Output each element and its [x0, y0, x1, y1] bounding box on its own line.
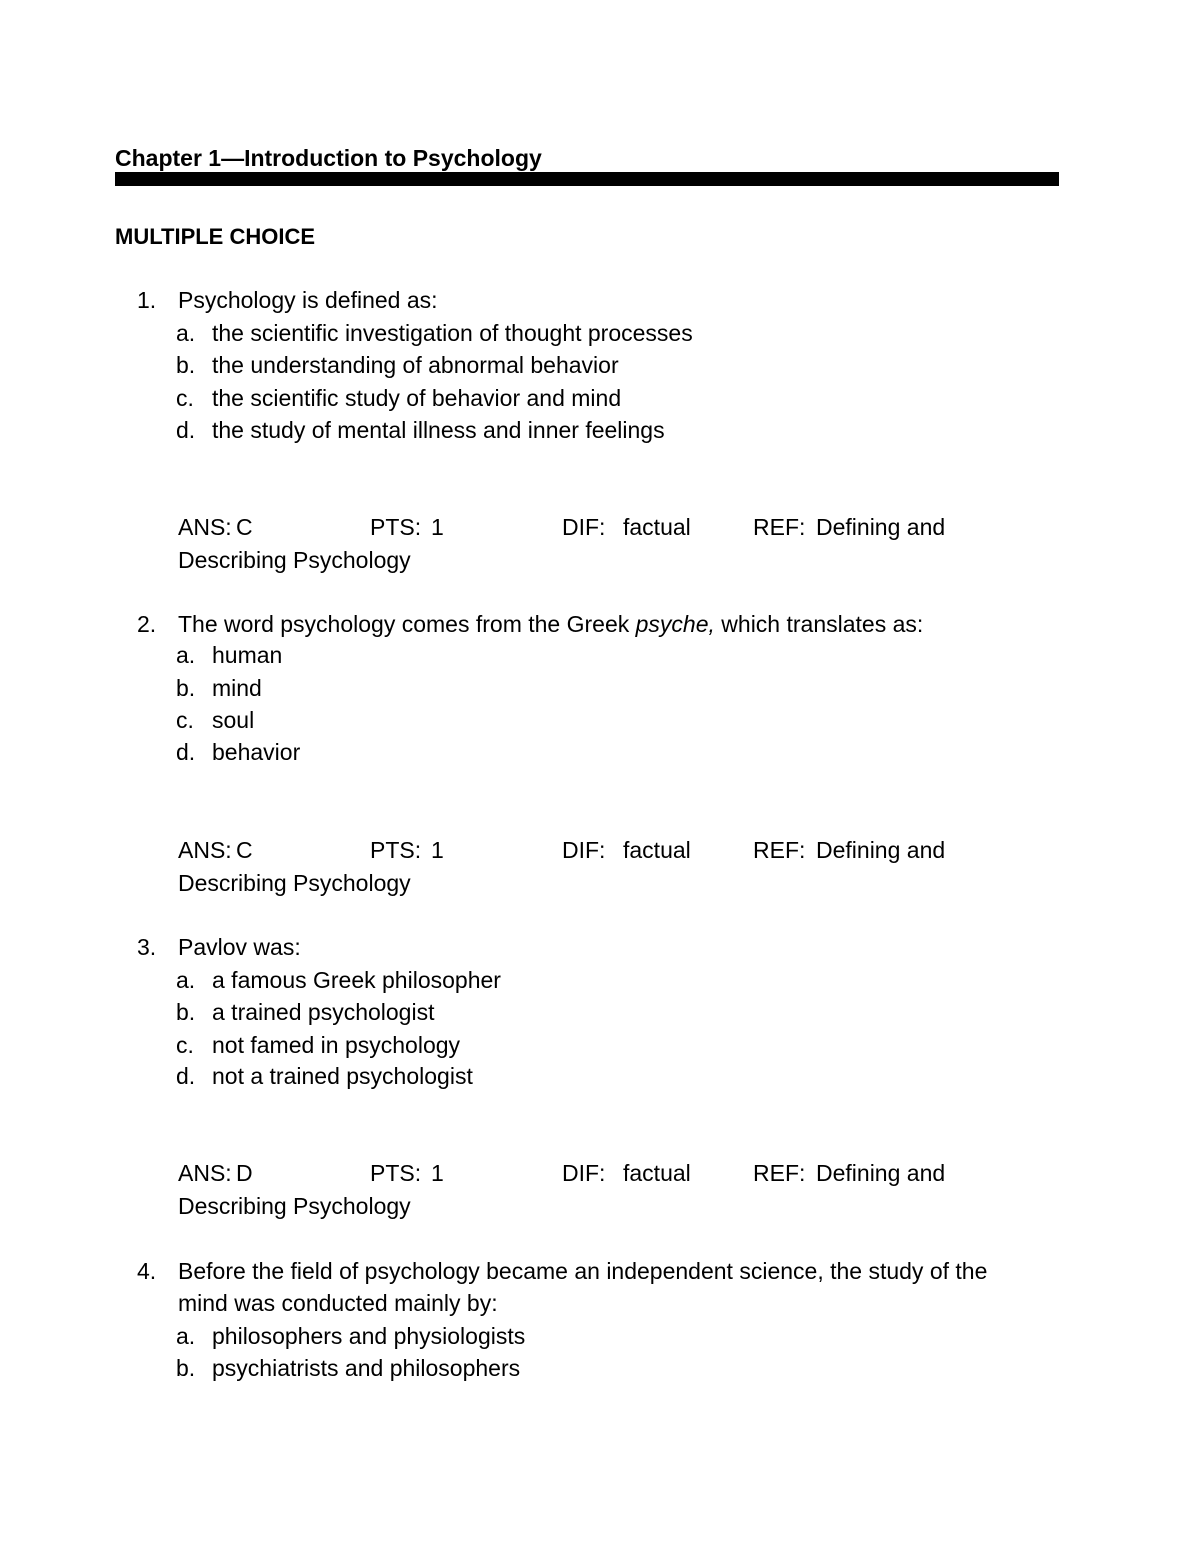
points-value: 1	[431, 1160, 444, 1186]
option-text: soul	[212, 707, 255, 733]
option-letter: b.	[176, 352, 196, 378]
option-text: the understanding of abnormal behavior	[212, 352, 619, 378]
option-text: the scientific study of behavior and mind	[212, 385, 622, 411]
option-letter: b.	[176, 675, 196, 701]
points-label: PTS:	[370, 837, 422, 863]
option-letter: b.	[176, 1355, 196, 1381]
reference-value-continued: Describing Psychology	[178, 1193, 411, 1219]
question-number: 3.	[137, 934, 157, 960]
option-text: a famous Greek philosopher	[212, 967, 501, 993]
stem-italic: psyche,	[635, 611, 715, 637]
option-text: psychiatrists and philosophers	[212, 1355, 521, 1381]
option-letter: c.	[176, 707, 194, 733]
answer-label: ANS:	[178, 1160, 232, 1186]
option-letter: d.	[176, 417, 196, 443]
option-text: not a trained psychologist	[212, 1063, 473, 1089]
question-number: 1.	[137, 287, 157, 313]
points-value: 1	[431, 837, 444, 863]
difficulty-value: factual	[623, 514, 691, 540]
question-number: 4.	[137, 1258, 157, 1284]
points-label: PTS:	[370, 514, 422, 540]
option-letter: a.	[176, 1323, 196, 1349]
points-label: PTS:	[370, 1160, 422, 1186]
option-letter: a.	[176, 967, 196, 993]
option-text: philosophers and physiologists	[212, 1323, 526, 1349]
reference-value-continued: Describing Psychology	[178, 547, 411, 573]
answer-label: ANS:	[178, 837, 232, 863]
points-value: 1	[431, 514, 444, 540]
question-stem: Psychology is defined as:	[178, 287, 438, 313]
chapter-title: Chapter 1—Introduction to Psychology	[115, 145, 542, 171]
answer-value: C	[236, 837, 253, 863]
option-text: the study of mental illness and inner feelings	[212, 417, 665, 443]
question-stem: Before the field of psychology became an independent science, the study of the	[178, 1258, 988, 1284]
difficulty-label: DIF:	[562, 514, 606, 540]
stem-suffix: which translates as:	[714, 611, 924, 637]
reference-label: REF:	[753, 514, 806, 540]
option-letter: b.	[176, 999, 196, 1025]
option-text: behavior	[212, 739, 301, 765]
option-letter: c.	[176, 1032, 194, 1058]
question-stem: Pavlov was:	[178, 934, 301, 960]
difficulty-label: DIF:	[562, 1160, 606, 1186]
option-text: the scientific investigation of thought processes	[212, 320, 693, 346]
difficulty-label: DIF:	[562, 837, 606, 863]
answer-label: ANS:	[178, 514, 232, 540]
option-text: mind	[212, 675, 262, 701]
option-letter: d.	[176, 739, 196, 765]
stem-prefix: The word psychology comes from the Greek	[178, 611, 636, 637]
reference-value: Defining and	[816, 837, 946, 863]
reference-value: Defining and	[816, 1160, 946, 1186]
option-letter: a.	[176, 642, 196, 668]
option-letter: c.	[176, 385, 194, 411]
reference-label: REF:	[753, 1160, 806, 1186]
option-letter: d.	[176, 1063, 196, 1089]
option-text: human	[212, 642, 283, 668]
answer-value: D	[236, 1160, 253, 1186]
difficulty-value: factual	[623, 837, 691, 863]
question-number: 2.	[137, 611, 157, 637]
title-rule	[115, 172, 1059, 186]
reference-value: Defining and	[816, 514, 946, 540]
answer-value: C	[236, 514, 253, 540]
question-stem	[178, 608, 923, 640]
option-text: a trained psychologist	[212, 999, 435, 1025]
question-stem-continued: mind was conducted mainly by:	[178, 1290, 498, 1316]
option-letter: a.	[176, 320, 196, 346]
reference-label: REF:	[753, 837, 806, 863]
difficulty-value: factual	[623, 1160, 691, 1186]
option-text: not famed in psychology	[212, 1032, 461, 1058]
section-heading: MULTIPLE CHOICE	[115, 224, 316, 249]
reference-value-continued: Describing Psychology	[178, 870, 411, 896]
